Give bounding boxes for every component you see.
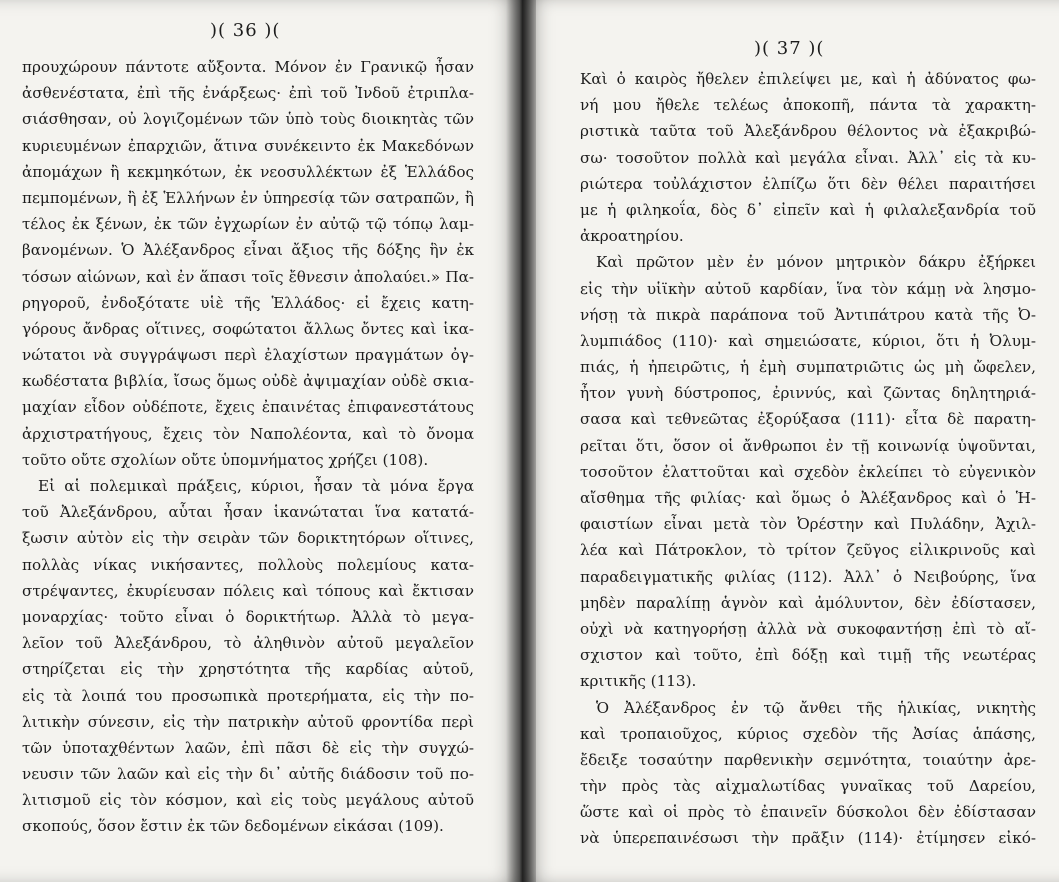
text-line: μοναρχίας· τοῦτο εἶναι ὁ δορικτήτωρ. Ἀλλὰ τὸ μεγα- <box>22 607 474 626</box>
text-line: οὐχὶ νὰ κατηγορήσῃ ἀλλὰ νὰ συκοφαντήσῃ ἐπὶ τὸ αἴ- <box>580 619 1036 638</box>
text-line: προυχώρουν πάντοτε αὔξοντα. Μόνον ἐν Γρανικῷ ἦσαν <box>22 58 474 76</box>
text-line: ἀσθενέστατα, ἐπὶ τῆς ἐνάρξεως· ἐπὶ τοῦ Ἰνδοῦ ἐτριπλα- <box>22 84 474 103</box>
page-body <box>22 54 474 840</box>
text-line: πιάς, ἡ ἠπειρῶτις, ἡ ἐμὴ συμπατριῶτις ὡς μὴ ὤφελεν, <box>580 358 1036 377</box>
text-line: σασα καὶ τεθνεῶτας ἐξορύξασα (111)· εἶτα δὲ παρατη- <box>580 410 1036 429</box>
text-line: ρηγοροῦ, ἐνδοξότατε υἱὲ τῆς Ἑλλάδος· εἰ ἔχεις κατη- <box>22 293 474 312</box>
text-line: τέλος ἐκ ξένων, ἐκ τῶν ἐγχωρίων ἐν αὐτῷ τῷ τόπῳ λαμ- <box>22 215 474 234</box>
left-page <box>0 0 522 882</box>
text-line: νὰ ὑπερεπαινέσωσι τὴν πρᾶξιν (114)· ἐτίμησεν εἰκό- <box>580 829 1036 848</box>
page-number: )( 37 )( <box>754 38 825 59</box>
text-line: καὶ τροπαιοῦχος, κύριος σχεδὸν τῆς Ἀσίας ἁπάσης, <box>580 724 1036 743</box>
text-line: παραδειγματικῆς φιλίας (112). Ἀλλ᾽ ὁ Νειβούρης, ἵνα <box>580 567 1036 586</box>
text-line: αἴσθημα τῆς φιλίας· καὶ ὅμως ὁ Ἀλέξανδρος καὶ ὁ Ἡ- <box>580 489 1036 507</box>
text-line: νή μου ἤθελε τελέως ἀποκοπῆ, πάντα τὰ χαρακτη- <box>580 96 1036 115</box>
text-line: νήσῃ τὰ πικρὰ παράπονα τοῦ Ἀντιπάτρου κατὰ τῆς Ὀ- <box>580 305 1036 324</box>
text-line: νευσιν τῶν λαῶν καὶ εἰς τὴν δι᾽ αὐτῆς διάδοσιν τοῦ πο- <box>22 765 474 784</box>
text-line: εἰς τὰ λοιπά του προσωπικὰ προτερήματα, εἰς τὴν πο- <box>22 686 474 705</box>
text-line: βανομένων. Ὁ Ἀλέξανδρος εἶναι ἄξιος τῆς δόξης ἣν ἐκ <box>22 241 474 260</box>
text-line: ἦτον γυνὴ δύστροπος, ἐριννύς, καὶ ζῶντας δηλητηριά- <box>580 384 1036 403</box>
text-line: πεμπομένων, ἢ ἐξ Ἑλλήνων ἐν ὑπηρεσίᾳ τῶν σατραπῶν, ἢ <box>22 188 474 207</box>
text-line: λεῖον τοῦ Ἀλεξάνδρου, τὸ ἀληθινὸν αὐτοῦ μεγαλεῖον <box>22 634 474 653</box>
text-line: σκοπούς, ὅσον ἔστιν ἐκ τῶν δεδομένων εἰκάσαι (109). <box>22 817 444 836</box>
text-line: γόρους ἄνδρας οἵτινες, σοφώτατοι ἄλλως ὄντες καὶ ἱκα- <box>22 319 474 338</box>
book-gutter <box>506 0 536 882</box>
text-line: τόσων αἰώνων, καὶ ἐν ἅπασι τοῖς ἔθνεσιν ἀπολαύει.» Πα- <box>22 267 474 286</box>
text-line: τὴν πρὸς τὰς αἰχμαλωτίδας γυναῖκας τοῦ Δαρείου, <box>580 777 1036 796</box>
text-line: μηδὲν παραλίπῃ ἁγνὸν καὶ ἀμόλυντον, δὲν ἐδίστασεν, <box>580 593 1036 612</box>
text-line: ἀκροατηρίου. <box>580 227 684 246</box>
right-page <box>522 0 1059 882</box>
text-line: τοῦτο οὔτε σχολίων οὔτε ὑπομνήματος χρήζει (108). <box>22 450 429 469</box>
text-line: πολλὰς νίκας νικήσαντες, πολλοὺς πολεμίους κατα- <box>22 555 474 574</box>
text-line: ρεῖται ὅτι, ὅσον οἱ ἄνθρωποι ἐν τῇ κοινωνίᾳ ὑψοῦνται, <box>580 436 1036 455</box>
text-line: Καὶ ὁ καιρὸς ἤθελεν ἐπιλείψει με, καὶ ἡ ἀδύνατος φω- <box>580 70 1036 88</box>
page-body <box>580 66 1036 852</box>
text-line: στηρίζεται εἰς τὴν χρηστότητα τῆς καρδίας αὐτοῦ, <box>22 660 474 679</box>
text-line: τῶν ὑποταχθέντων λαῶν, ἐπὶ πᾶσι δὲ εἰς τὴν συγχώ- <box>22 738 474 757</box>
text-line: νώτατοι νὰ συγγράψωσι περὶ ἐλαχίστων πραγμάτων ὀγ- <box>22 346 474 365</box>
text-line: ριώτερα τοὐλάχιστον ἐλπίζω ὅτι δὲν θέλει παραιτήσει <box>580 174 1036 193</box>
text-line: ἔδειξε τοσαύτην παρθενικὴν σεμνότητα, τοιαύτην ἀρε- <box>580 750 1036 769</box>
text-line: λιτισμοῦ εἰς τὸν κόσμον, καὶ εἰς τοὺς μεγάλους αὐτοῦ <box>22 791 474 810</box>
text-line: τοσοῦτον ἐλαττοῦται καὶ σχεδὸν ἐκλείπει τὸ εὐγενικὸν <box>580 462 1036 481</box>
text-line: κριτικῆς (113). <box>580 672 697 691</box>
text-line: Εἰ αἱ πολεμικαὶ πράξεις, κύριοι, ἦσαν τὰ μόνα ἔργα <box>38 477 474 495</box>
text-line: σιάσθησαν, οὐ λογιζομένων τῶν ὑπὸ τοὺς διοικητὰς τῶν <box>22 110 474 129</box>
text-line: τοῦ Ἀλεξάνδρου, αὗται ἦσαν ἱκανώταται ἵνα κατατά- <box>22 503 474 522</box>
text-line: ριστικὰ ταῦτα τοῦ Ἀλεξάνδρου θέλοντος νὰ ἐξακριβώ- <box>580 122 1036 141</box>
text-line: σω· τοσοῦτον πολλὰ καὶ μεγάλα εἶναι. Ἀλλ᾽ εἰς τὰ κυ- <box>580 148 1036 167</box>
text-line: κωδέστατα βιβλία, ἴσως ὅμως οὐδὲ ἀψιμαχίαν οὐδὲ σκια- <box>22 372 474 391</box>
text-line: στρέψαντες, ἐκυρίευσαν πόλεις καὶ τόπους καὶ ἔκτισαν <box>22 581 474 600</box>
text-line: Ὁ Ἀλέξανδρος ἐν τῷ ἄνθει τῆς ἡλικίας, νικητὴς <box>596 698 1036 717</box>
text-line: με ἡ φιληκοΐα, δὸς δ᾽ εἰπεῖν καὶ ἡ φιλαλεξανδρία τοῦ <box>580 200 1036 219</box>
text-line: ἀρχιστρατήγους, ἔχεις τὸν Ναπολέοντα, καὶ τὸ ὄνομα <box>22 424 474 443</box>
text-line: λέα καὶ Πάτροκλον, τὸ τρίτον ζεῦγος εἰλικρινοῦς καὶ <box>580 541 1036 560</box>
text-line: λιτικὴν σύνεσιν, εἰς τὴν πατρικὴν αὐτοῦ φροντίδα περὶ <box>22 712 474 731</box>
text-line: Καὶ πρῶτον μὲν ἐν μόνον μητρικὸν δάκρυ ἐξήρκει <box>596 253 1036 272</box>
text-line: ὥστε καὶ οἱ πρὸς τὸ ἐπαινεῖν δύσκολοι δὲν ἐδίστασαν <box>580 803 1036 822</box>
text-line: φαιστίων εἶναι μετὰ τὸν Ὀρέστην καὶ Πυλάδην, Ἀχιλ- <box>580 515 1036 534</box>
text-line: ξωσιν αὐτὸν εἰς τὴν σειρὰν τῶν δορικτητόρων οἵτινες, <box>22 529 474 548</box>
text-line: ἀπομάχων ἢ κεκμηκότων, ἐκ νεοσυλλέκτων ἐξ Ἑλλάδος <box>22 162 474 181</box>
text-line: εἰς τὴν υἱϊκὴν αὐτοῦ καρδίαν, ἵνα τὸν κάμῃ νὰ λησμο- <box>580 279 1036 298</box>
text-line: μαχίαν εἶδον οὐδέποτε, ἔχεις ἐπαινέτας ἐπιφανεστάτους <box>22 398 474 417</box>
text-line: σχιστον καὶ τοῦτο, ἐπὶ δόξῃ καὶ τιμῇ τῆς νεωτέρας <box>580 646 1036 665</box>
text-line: λυμπιάδος (110)· καὶ σημειώσατε, κύριοι, ὅτι ἡ Ὀλυμ- <box>580 331 1036 350</box>
page-number: )( 36 )( <box>210 20 281 41</box>
text-line: κυριευμένων ἐπαρχιῶν, ἅτινα συνέκειντο ἐκ Μακεδόνων <box>22 136 474 155</box>
